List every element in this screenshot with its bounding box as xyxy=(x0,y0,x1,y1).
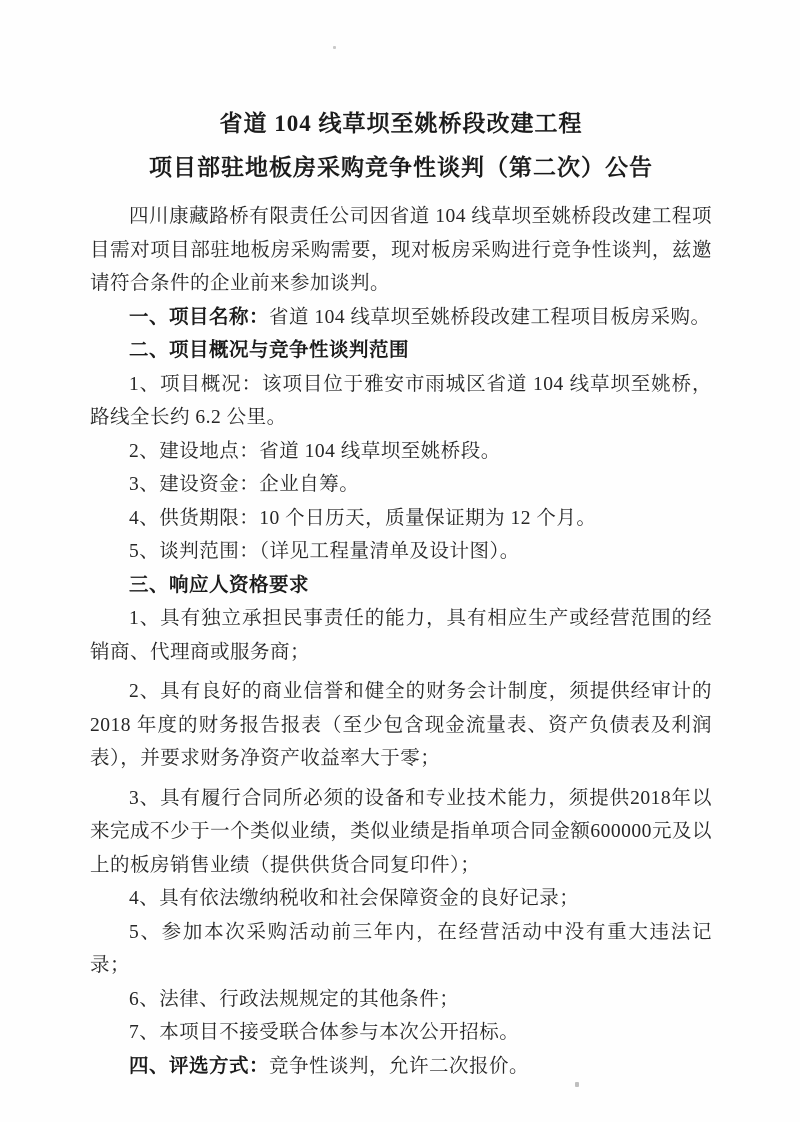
item-2-5-scope xyxy=(90,535,712,569)
section-3-heading xyxy=(90,569,712,603)
paragraph-text: 竞争性谈判，允许二次报价。 xyxy=(269,1055,530,1077)
document-content xyxy=(90,102,712,1083)
paragraph-text: 2、建设地点：省道 104 线草坝至姚桥段。 xyxy=(129,440,501,462)
paragraph-text: 7、本项目不接受联合体参与本次公开招标。 xyxy=(129,1022,520,1043)
item-3-3-capability xyxy=(90,782,712,883)
paragraph-text: 1、具有独立承担民事责任的能力，具有相应生产或经营范围的经销商、代理商或服务商； xyxy=(90,608,712,663)
item-3-1-civil-liability xyxy=(90,602,712,669)
paragraph-text: 2、具有良好的商业信誉和健全的财务会计制度，须提供经审计的 2018 年度的财务报告报表（至少包含现金流量表、资产负债表及利润表），并要求财务净资产收益率大于零； xyxy=(90,681,712,769)
scan-artifact xyxy=(333,46,336,49)
document-title xyxy=(90,102,712,190)
paragraph-text: 5、参加本次采购活动前三年内，在经营活动中没有重大违法记录； xyxy=(90,921,712,976)
paragraph-text: 四川康藏路桥有限责任公司因省道 104 线草坝至姚桥段改建工程项目需对项目部驻地板房采购需要，现对板房采购进行竞争性谈判，兹邀请符合条件的企业前来参加谈判。 xyxy=(90,206,712,294)
item-2-4-supply-period xyxy=(90,502,712,536)
paragraph-text: 3、具有履行合同所必须的设备和专业技术能力，须提供2018年以来完成不少于一个类似业绩，类似业绩是指单项合同金额600000元及以上的板房销售业绩（提供供货合同复印件）； xyxy=(90,787,712,876)
item-3-6-other-conditions xyxy=(90,983,712,1017)
item-2-1-project-overview xyxy=(90,368,712,435)
item-2-2-location xyxy=(90,435,712,469)
section-4-selection-method xyxy=(90,1050,712,1084)
paragraph-text: 1、项目概况：该项目位于雅安市雨城区省道 104 线草坝至姚桥，路线全长约 6.2 公里。 xyxy=(90,373,712,428)
title-line-1: 省道 104 线草坝至姚桥段改建工程 xyxy=(219,111,583,136)
paragraph-text: 6、法律、行政法规规定的其他条件； xyxy=(129,988,460,1010)
item-2-3-funding xyxy=(90,468,712,502)
section-label: 四、评选方式： xyxy=(129,1055,270,1077)
paragraph-text: 4、供货期限：10 个日历天，质量保证期为 12 个月。 xyxy=(129,507,597,529)
title-line-2: 项目部驻地板房采购竞争性谈判（第二次）公告 xyxy=(149,155,653,180)
section-2-heading xyxy=(90,334,712,368)
paragraph-text: 5、谈判范围：（详见工程量清单及设计图）。 xyxy=(129,541,520,562)
paragraph-text: 省道 104 线草坝至姚桥段改建工程项目板房采购。 xyxy=(269,306,711,328)
item-3-7-no-consortium xyxy=(90,1016,712,1050)
section-label: 一、项目名称： xyxy=(129,306,270,328)
item-3-2-financial xyxy=(90,675,712,776)
item-3-4-tax-record xyxy=(90,882,712,916)
paragraph-text: 3、建设资金：企业自筹。 xyxy=(129,474,360,495)
section-label: 三、响应人资格要求 xyxy=(129,574,310,596)
item-3-5-legal-record xyxy=(90,916,712,983)
section-label: 二、项目概况与竞争性谈判范围 xyxy=(129,340,410,361)
paragraph-intro xyxy=(90,200,712,301)
paragraph-text: 4、具有依法缴纳税收和社会保障资金的良好记录； xyxy=(129,888,580,909)
section-1-project-name xyxy=(90,301,712,335)
